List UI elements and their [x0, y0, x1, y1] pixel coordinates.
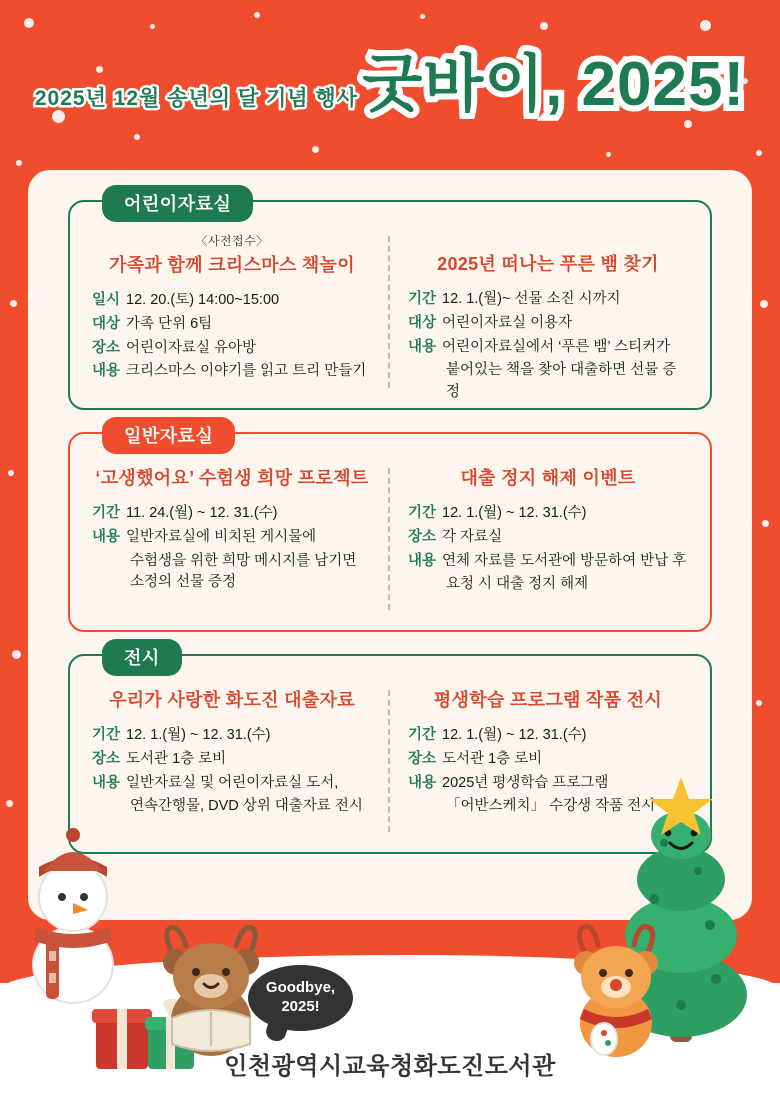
program-card	[390, 464, 706, 620]
detail-continuation: 「어반스케치」 수강생 작품 전시	[446, 798, 656, 815]
snow-dot	[756, 700, 762, 706]
section-general-room	[68, 426, 712, 632]
detail-value: 11. 24.(월) ~ 12. 31.(수)	[126, 505, 278, 521]
detail-continuation: 수험생을 위한 희망 메시지를 남기면	[130, 552, 357, 569]
snow-dot	[8, 470, 14, 476]
detail-row	[92, 290, 372, 312]
snow-dot	[756, 150, 762, 156]
program-card	[74, 464, 390, 620]
program-title: ‘고생했어요’ 수험생 희망 프로젝트	[95, 468, 369, 488]
detail-key: 내용	[408, 338, 437, 355]
detail-row	[92, 338, 372, 360]
snow-dot	[762, 520, 769, 527]
detail-key: 내용	[92, 774, 121, 791]
detail-row	[92, 725, 372, 747]
program-title: 대출 정지 해제 이벤트	[460, 468, 636, 488]
snow-dot	[134, 134, 140, 140]
detail-value: 크리스마스 이야기를 읽고 트리 만들기	[126, 363, 367, 380]
detail-key: 기간	[408, 505, 437, 521]
pre-registration-note: 〈사전접수〉	[195, 234, 269, 248]
detail-row	[408, 527, 688, 549]
detail-key: 장소	[408, 528, 437, 545]
detail-value: 2025년 평생학습 프로그램	[442, 774, 609, 791]
snow-dot	[10, 300, 17, 307]
detail-value: 12. 1.(월)~ 선물 소진 시까지	[442, 291, 621, 307]
detail-key: 장소	[408, 750, 437, 767]
detail-value: 도서관 1층 로비	[442, 750, 543, 767]
detail-value: 연체 자료를 도서관에 방문하여 반납 후	[442, 552, 687, 569]
detail-continuation: 요청 시 대출 정지 해제	[446, 576, 589, 593]
program-title: 평생학습 프로그램 작품 전시	[433, 690, 663, 710]
snow-dot	[12, 650, 21, 659]
detail-key: 기간	[92, 505, 121, 521]
detail-value: 12. 20.(토) 14:00~15:00	[126, 292, 280, 308]
detail-row	[92, 314, 372, 336]
header-subtitle: 2025년 12월 송년의 달 기념 행사	[34, 87, 358, 110]
detail-key: 내용	[92, 528, 121, 545]
detail-key: 내용	[92, 363, 121, 380]
detail-row	[92, 749, 372, 771]
detail-key: 내용	[408, 774, 437, 791]
detail-key: 대상	[408, 314, 437, 331]
detail-continuation: 붙어있는 책을 찾아 대출하면 선물 증정	[446, 362, 677, 400]
detail-key: 기간	[408, 291, 437, 307]
program-card	[390, 232, 706, 398]
detail-row	[408, 725, 688, 747]
detail-key: 기간	[92, 727, 121, 743]
detail-continuation: 연속간행물, DVD 상위 대출자료 전시	[130, 798, 363, 815]
detail-row	[408, 313, 688, 335]
detail-value: 12. 1.(월) ~ 12. 31.(수)	[442, 505, 587, 521]
detail-row	[408, 289, 688, 311]
program-title: 2025년 떠나는 푸른 뱀 찾기	[437, 254, 659, 274]
detail-value: 12. 1.(월) ~ 12. 31.(수)	[126, 727, 271, 743]
detail-value: 각 자료실	[442, 528, 503, 545]
section-label: 전시	[102, 639, 182, 676]
snow-dot	[6, 800, 13, 807]
detail-row	[408, 551, 688, 573]
section-label: 일반자료실	[102, 417, 235, 454]
detail-key: 내용	[408, 552, 437, 569]
detail-value: 일반자료실에 비치된 게시물에	[126, 528, 317, 545]
detail-key: 장소	[92, 339, 121, 356]
reindeer-bear-icon	[562, 923, 672, 1063]
detail-row	[408, 337, 688, 359]
bubble-line-1: Goodbye,	[265, 979, 336, 997]
detail-value: 어린이자료실 유아방	[126, 339, 257, 356]
snow-dot	[312, 146, 319, 153]
detail-row	[92, 361, 372, 383]
detail-value: 12. 1.(월) ~ 12. 31.(수)	[442, 727, 587, 743]
poster-header	[0, 0, 780, 123]
detail-row	[92, 503, 372, 525]
snow-dot	[16, 160, 22, 166]
snow-dot	[760, 300, 768, 308]
library-name: 인천광역시교육청화도진도서관	[224, 1053, 556, 1080]
detail-value: 가족 단위 6팀	[126, 315, 213, 332]
program-card	[74, 232, 390, 398]
detail-key: 장소	[92, 750, 121, 767]
detail-value: 일반자료실 및 어린이자료실 도서,	[126, 774, 339, 791]
program-title: 가족과 함께 크리스마스 책놀이	[109, 255, 355, 275]
section-label: 어린이자료실	[102, 185, 253, 222]
detail-value: 도서관 1층 로비	[126, 750, 227, 767]
detail-key: 대상	[92, 315, 121, 332]
detail-key: 일시	[92, 292, 121, 308]
bubble-line-2: 2025!	[281, 998, 320, 1015]
detail-row	[92, 527, 372, 549]
detail-key: 기간	[408, 727, 437, 743]
snow-dot	[606, 152, 611, 157]
detail-row	[408, 503, 688, 525]
detail-value: 어린이자료실에서 ‘푸른 뱀’ 스티커가	[442, 338, 671, 355]
program-title: 우리가 사랑한 화도진 대출자료	[109, 690, 355, 710]
section-children-room	[68, 194, 712, 410]
page-title: 굿바이, 2025!	[362, 50, 746, 119]
detail-row	[92, 773, 372, 795]
detail-value: 어린이자료실 이용자	[442, 314, 573, 331]
speech-bubble	[248, 965, 353, 1031]
detail-continuation: 소정의 선물 증정	[130, 574, 237, 591]
